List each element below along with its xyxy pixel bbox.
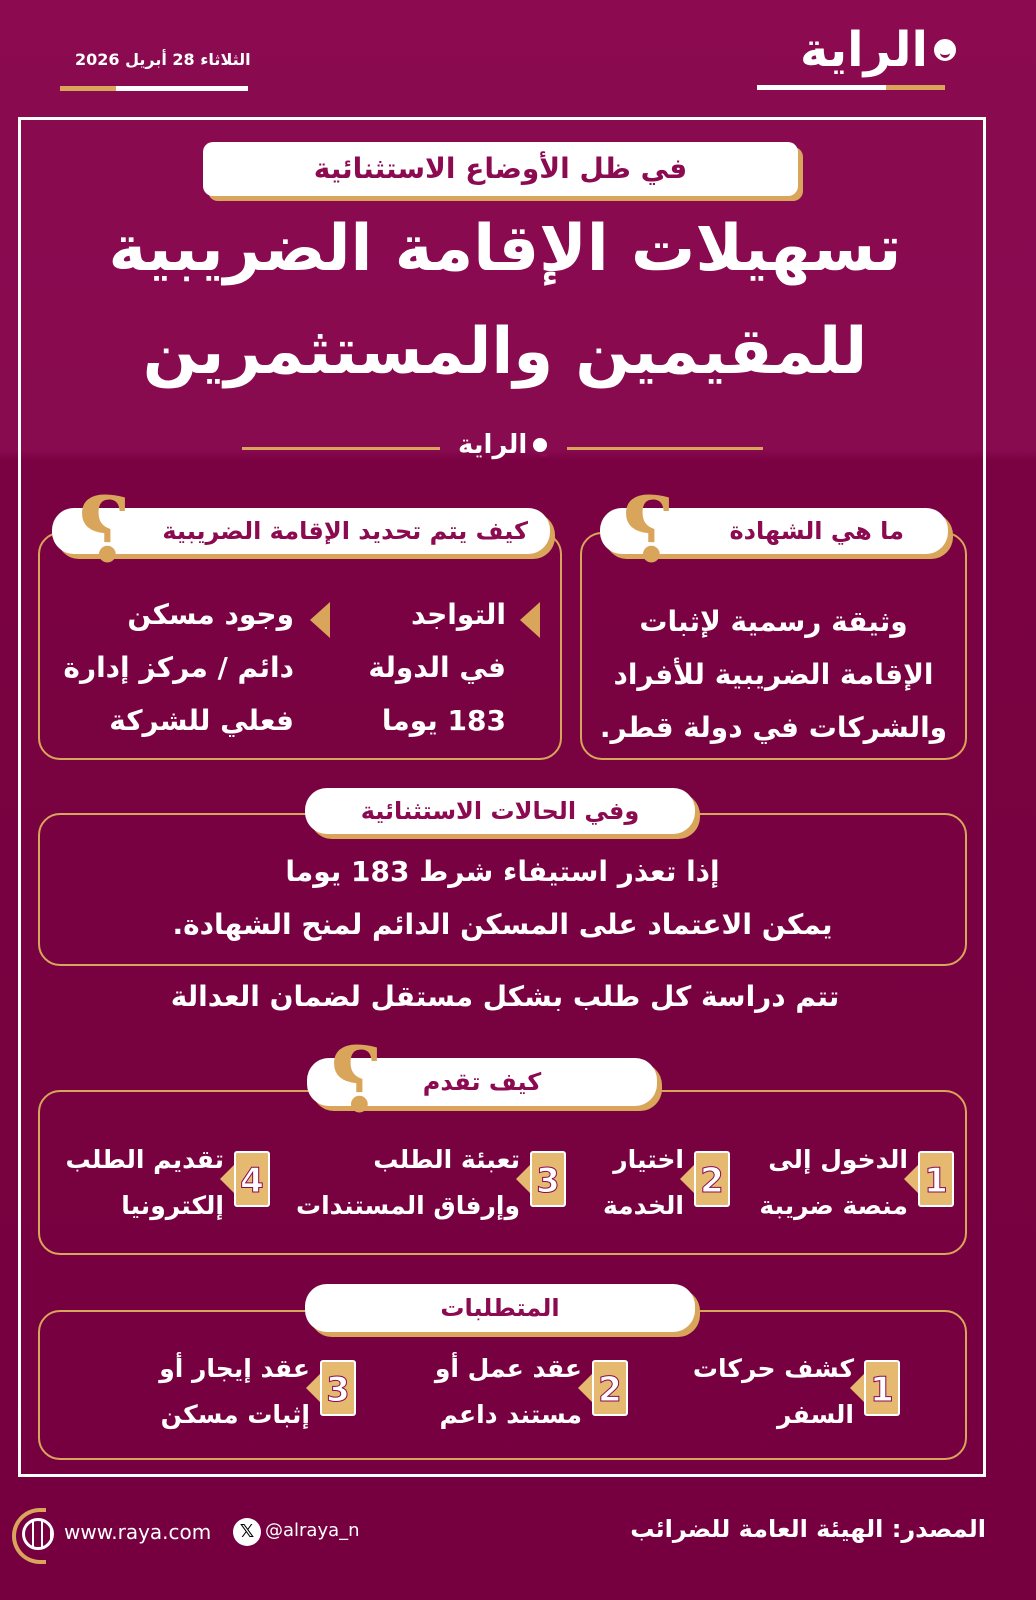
text-line: وثيقة رسمية لإثبات [639, 605, 908, 638]
exceptions-line-1: إذا تعذر استيفاء شرط 183 يوما [285, 855, 720, 888]
step-number: 3 [320, 1360, 356, 1416]
step-number: 2 [592, 1360, 628, 1416]
bullet-arrow-icon [520, 602, 540, 638]
divider-logo [458, 430, 549, 460]
apply-heading: كيف تقدم [307, 1058, 657, 1106]
text-line: فعلي للشركة [109, 704, 294, 737]
kicker-pill: في ظل الأوضاع الاستثنائية [203, 142, 798, 196]
logo-text: الراية [800, 22, 928, 78]
exceptions-line-2: يمكن الاعتماد على المسكن الدائم لمنح الشهادة. [172, 908, 833, 941]
text-line: السفر [777, 1400, 854, 1429]
x-logo-icon: 𝕏 [233, 1518, 261, 1546]
text-line: وجود مسكن [127, 598, 294, 631]
date: الثلاثاء 28 أبريل 2026 [75, 50, 251, 69]
step-item [693, 1346, 854, 1438]
question-mark-icon: ? [622, 477, 675, 583]
website-link[interactable]: www.raya.com [64, 1520, 212, 1544]
text-line: تقديم الطلب [65, 1145, 224, 1174]
text-line: الدخول إلى [768, 1145, 908, 1174]
title-line-2: للمقيمين والمستثمرين [142, 315, 868, 389]
logo-underline [757, 85, 945, 90]
step-number: 1 [918, 1151, 954, 1207]
question-mark-icon: ? [330, 1027, 383, 1133]
text-line: وإرفاق المستندات [295, 1191, 520, 1220]
text-line: اختيار [613, 1145, 684, 1174]
divider-line-left [242, 447, 440, 450]
question-mark-icon: ? [78, 477, 131, 583]
text-line: الخدمة [602, 1191, 684, 1220]
text-line: في الدولة [368, 651, 506, 684]
criterion-residence [63, 588, 294, 747]
requirements-heading: المتطلبات [305, 1284, 695, 1332]
text-line: عقد إيجار أو [159, 1354, 310, 1383]
determination-heading: كيف يتم تحديد الإقامة الضريبية [52, 508, 550, 554]
step-number: 2 [694, 1151, 730, 1207]
date-underline [60, 86, 248, 91]
text-line: والشركات في دولة قطر. [599, 711, 948, 744]
text-line: كشف حركات [692, 1354, 854, 1383]
step-item [435, 1346, 582, 1438]
divider-line-right [567, 447, 763, 450]
certificate-text [580, 595, 967, 754]
text-line: عقد عمل أو [434, 1354, 582, 1383]
step-item [66, 1137, 225, 1229]
exceptions-heading: وفي الحالات الاستثنائية [305, 788, 695, 834]
step-item [159, 1346, 310, 1438]
step-number: 3 [530, 1151, 566, 1207]
globe-icon [22, 1518, 54, 1550]
step-item [603, 1137, 684, 1229]
text-line: منصة ضريبة [759, 1191, 908, 1220]
x-handle-link[interactable]: @alraya_n [265, 1520, 360, 1541]
brand-logo [800, 22, 958, 78]
text-line: إلكترونيا [121, 1191, 224, 1220]
text-line: مستند داعم [439, 1400, 582, 1429]
dhow-emblem-icon [531, 436, 549, 454]
bullet-arrow-icon [310, 602, 330, 638]
step-item [759, 1137, 908, 1229]
text-line: 183 يوما [381, 704, 506, 737]
text-line: الإقامة الضريبية للأفراد [613, 658, 934, 691]
title-line-1: تسهيلات الإقامة الضريبية [108, 212, 902, 286]
exceptions-box [38, 813, 967, 966]
source: المصدر: الهيئة العامة للضرائب [630, 1515, 986, 1543]
text-line: التواجد [410, 598, 506, 631]
certificate-heading: ما هي الشهادة [600, 508, 948, 554]
text-line: دائم / مركز إدارة [63, 651, 294, 684]
step-number: 4 [234, 1151, 270, 1207]
step-item [296, 1137, 520, 1229]
criterion-presence [368, 588, 506, 747]
divider-logo-text: الراية [458, 430, 528, 460]
text-line: تعبئة الطلب [373, 1145, 520, 1174]
dhow-emblem-icon [932, 37, 958, 63]
text-line: إثبات مسكن [160, 1400, 310, 1429]
fairness-note: تتم دراسة كل طلب بشكل مستقل لضمان العدالة [170, 980, 840, 1013]
step-number: 1 [864, 1360, 900, 1416]
